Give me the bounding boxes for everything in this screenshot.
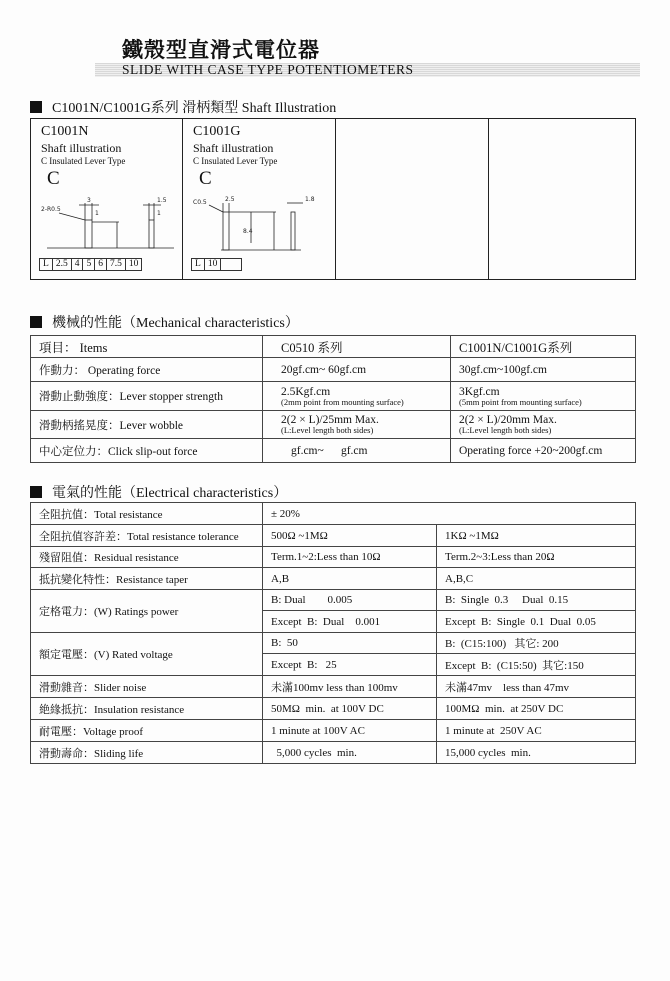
l-value: 10 (205, 259, 222, 270)
l-value (221, 259, 241, 270)
value-cell (263, 382, 451, 411)
table-row (31, 590, 636, 611)
value-cell: gf.cm~ gf.cm (263, 439, 451, 463)
value-cell (451, 382, 636, 411)
value-cell: B: 50 (263, 633, 437, 654)
shaft-cell-empty (336, 119, 489, 279)
table-row (31, 720, 636, 742)
dim-label: 3 (87, 197, 91, 204)
value-cell: Except B: (C15:50) 其它:150 (437, 654, 636, 676)
shaft-cell-c1001n (31, 119, 183, 279)
value-cell: 1 minute at 250V AC (437, 720, 636, 742)
value-note: (L:Level length both sides) (459, 425, 552, 435)
item-cell: 滑動雜音：Slider noise (31, 676, 263, 698)
shaft-section-heading (30, 97, 336, 117)
model-name: C1001N (41, 124, 89, 139)
value-cell: 15,000 cycles min. (437, 742, 636, 764)
value-cell: 30gf.cm~100gf.cm (451, 358, 636, 382)
l-value: 10 (128, 259, 139, 269)
value-cell (263, 411, 451, 439)
item-cell: 定格電力：(W) Ratings power (31, 590, 263, 633)
value-text: 2.5Kgf.cm (281, 385, 331, 398)
subtitle-banner (95, 63, 640, 77)
value-cell: Except B: 25 (263, 654, 437, 676)
value-cell: 未滿100mv less than 100mv (263, 676, 437, 698)
item-cell: 耐電壓：Voltage proof (31, 720, 263, 742)
item-cell: 全阻抗值容許差：Total resistance tolerance (31, 525, 263, 547)
l-value: 5 (83, 259, 95, 270)
table-row (31, 382, 636, 411)
value-cell: 100MΩ min. at 250V DC (437, 698, 636, 720)
model-name: C1001G (193, 124, 241, 139)
value-cell: ± 20% (263, 503, 636, 525)
value-cell: B: (C15:100) 其它: 200 (437, 633, 636, 654)
electrical-table (30, 502, 636, 764)
table-row (31, 742, 636, 764)
value-text: 3Kgf.cm (459, 385, 500, 398)
dim-label: 2-R0.5 (41, 206, 61, 213)
shaft-type-label: C Insulated Lever Type (193, 156, 278, 166)
table-row (31, 503, 636, 525)
shaft-drawing-c1001g (191, 195, 331, 255)
heading-text: 機械的性能（Mechanical characteristics） (52, 316, 299, 331)
l-value: 6 (95, 259, 107, 270)
table-row (31, 676, 636, 698)
value-cell (451, 411, 636, 439)
value-cell: 5,000 cycles min. (263, 742, 437, 764)
bullet-square-icon (30, 101, 42, 113)
table-row (31, 698, 636, 720)
value-cell: Term.2~3:Less than 20Ω (437, 547, 636, 568)
table-row (31, 633, 636, 654)
table-row (31, 568, 636, 590)
shaft-type-label: C Insulated Lever Type (41, 156, 126, 166)
table-row (31, 547, 636, 568)
table-row (31, 439, 636, 463)
dim-label: 8.4 (243, 228, 253, 235)
l-label: L (40, 259, 53, 270)
dim-label: 1 (95, 210, 99, 217)
heading-text: 電氣的性能（Electrical characteristics） (52, 486, 288, 501)
l-label: L (192, 259, 205, 270)
value-cell: 20gf.cm~ 60gf.cm (263, 358, 451, 382)
value-note: (2mm point from mounting surface) (281, 396, 404, 407)
value-cell: A,B (263, 568, 437, 590)
header-cell: C0510 系列 (263, 336, 451, 358)
value-cell: 1 minute at 100V AC (263, 720, 437, 742)
type-letter: C (199, 168, 212, 189)
table-row (31, 411, 636, 439)
dim-label: 1 (157, 210, 161, 217)
item-cell: 全阻抗值：Total resistance (31, 503, 263, 525)
value-cell: 未滿47mv less than 47mv (437, 676, 636, 698)
shaft-drawing-c1001n (39, 195, 179, 255)
item-cell: 額定電壓：(V) Rated voltage (31, 633, 263, 676)
value-cell: B: Dual 0.005 (263, 590, 437, 611)
shaft-label: Shaft illustration (41, 141, 122, 155)
header-cell: C1001N/C1001G系列 (451, 336, 636, 358)
length-table-c1001n (39, 258, 142, 271)
l-value: 4 (72, 259, 84, 270)
item-cell: 滑動柄搖晃度：Lever wobble (31, 411, 263, 439)
value-cell: B: Single 0.3 Dual 0.15 (437, 590, 636, 611)
item-cell: 抵抗變化特性：Resistance taper (31, 568, 263, 590)
table-header-row (31, 336, 636, 358)
value-note: (5mm point from mounting surface) (459, 396, 582, 407)
l-value: 2.5 (53, 259, 72, 270)
item-cell: 中心定位力：Click slip-out force (31, 439, 263, 463)
shaft-illustration-box (30, 118, 636, 280)
header-cell: 項目： Items (31, 336, 263, 358)
dim-label: 2.5 (225, 196, 235, 203)
bullet-square-icon (30, 486, 42, 498)
type-letter: C (47, 168, 60, 189)
electrical-section-heading (30, 482, 287, 502)
heading-text: C1001N/C1001G系列 滑柄類型 Shaft Illustration (52, 101, 337, 116)
value-cell: 500Ω ~1MΩ (263, 525, 437, 547)
table-row (31, 525, 636, 547)
value-cell: Term.1~2:Less than 10Ω (263, 547, 437, 568)
mechanical-table (30, 335, 636, 463)
value-cell: 1KΩ ~1MΩ (437, 525, 636, 547)
page-subtitle: SLIDE WITH CASE TYPE POTENTIOMETERS (122, 62, 414, 77)
page-title: 鐵殼型直滑式電位器 (122, 38, 320, 62)
shaft-cell-c1001g (183, 119, 336, 279)
value-note: (L:Level length both sides) (281, 425, 374, 435)
dim-label: C0.5 (193, 199, 207, 206)
value-cell: Except B: Single 0.1 Dual 0.05 (437, 611, 636, 633)
value-cell: Except B: Dual 0.001 (263, 611, 437, 633)
mechanical-section-heading (30, 312, 299, 332)
item-cell: 殘留阻值：Residual resistance (31, 547, 263, 568)
value-cell: A,B,C (437, 568, 636, 590)
length-table-c1001g (191, 258, 242, 271)
value-text: 2(2 × L)/25mm Max. (281, 414, 379, 426)
item-cell: 絶緣抵抗：Insulation resistance (31, 698, 263, 720)
bullet-square-icon (30, 316, 42, 328)
item-cell: 作動力： Operating force (31, 358, 263, 382)
value-cell: 50MΩ min. at 100V DC (263, 698, 437, 720)
shaft-label: Shaft illustration (193, 141, 274, 155)
table-row (31, 358, 636, 382)
l-value: 7.5 (107, 259, 126, 270)
item-cell: 滑動壽命：Sliding life (31, 742, 263, 764)
item-cell: 滑動止動強度：Lever stopper strength (31, 382, 263, 411)
dim-label: 1.5 (157, 197, 167, 204)
value-cell: Operating force +20~200gf.cm (451, 439, 636, 463)
value-text: 2(2 × L)/20mm Max. (459, 414, 557, 426)
dim-label: 1.8 (305, 196, 315, 203)
